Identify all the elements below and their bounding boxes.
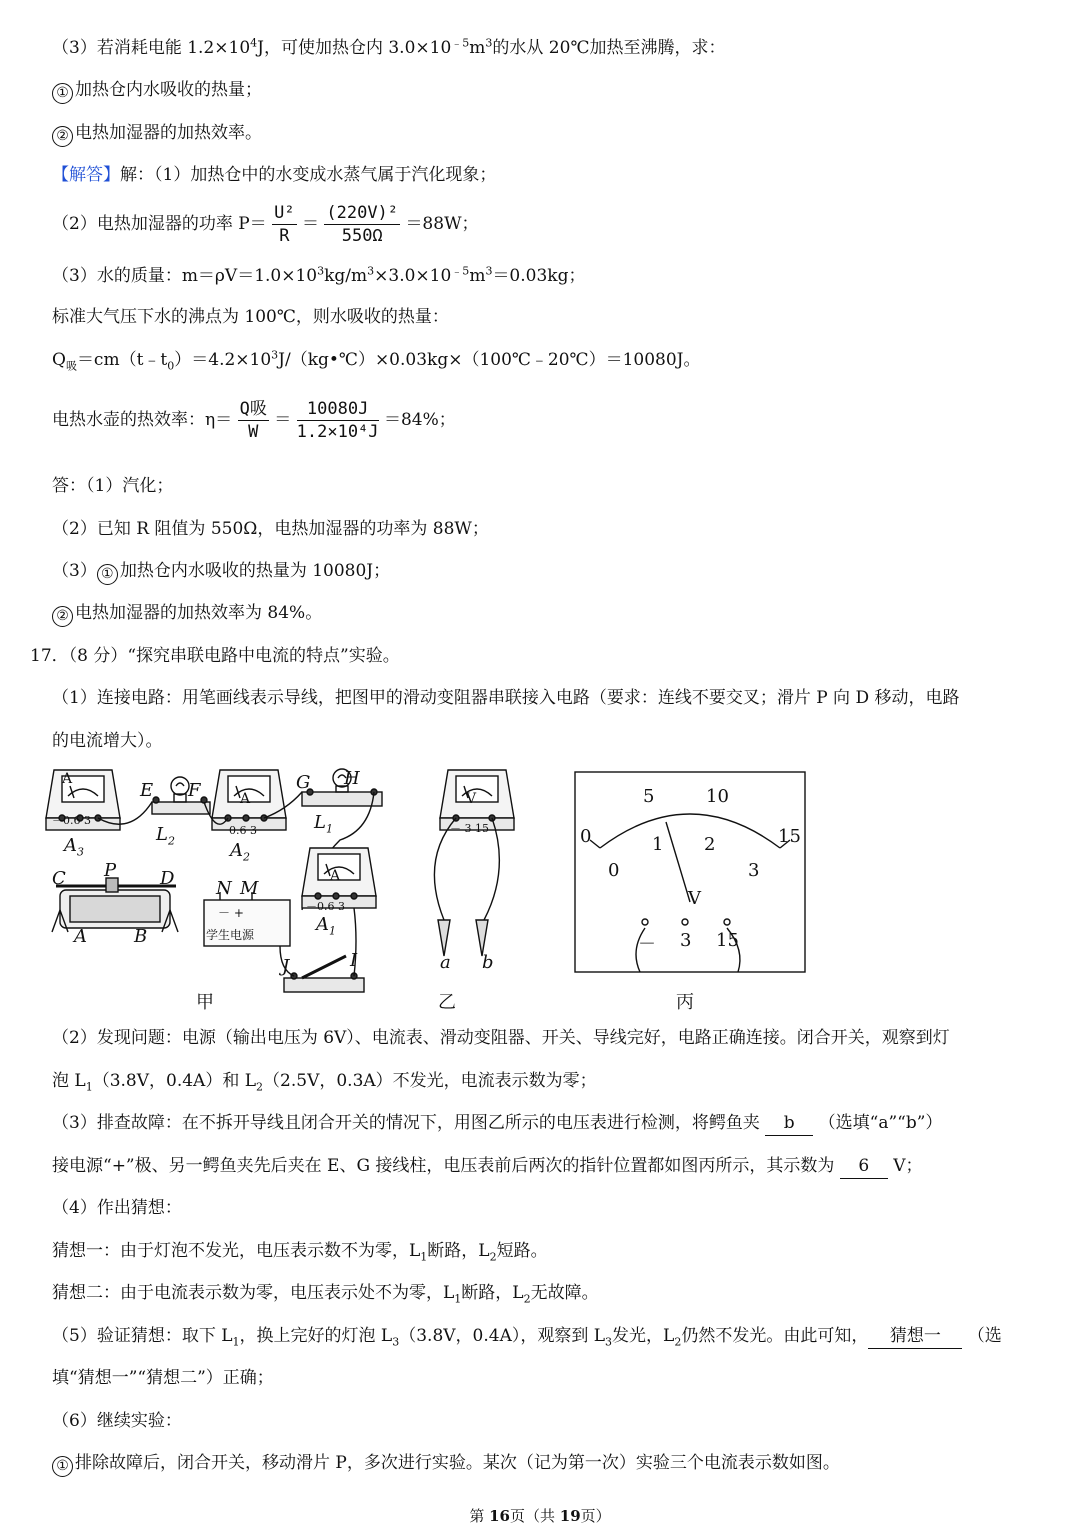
figure-label-yi: 乙 [438,992,456,1013]
q17-part6: （6）继续实验： [52,1411,182,1431]
mass-line: （3）水的质量：$m=\rho V=1.0\times 10^3kg/m^3\times 3.0\times 10^{﹣5}m^3=0.03kg$； [52,264,586,286]
figure-label-bing: 丙 [676,992,694,1013]
label-a3: $A_3$ [64,835,84,859]
dial-lower-tick: 2 [704,834,716,855]
source-label: 学生电源 [206,928,255,942]
label-n: N [216,878,232,899]
clip-b: b [482,952,494,973]
guess-1: 猜想一：由于灯泡不发光，电压表示数不为零，$L_1$断路，$L_2$短路。 [52,1241,548,1264]
lamp-l2 [152,777,210,814]
q17-part3-line1: （3）排查故障：在不拆开导线且闭合开关的情况下，用图乙所示的电压表进行检测，将鳄鱼夹 b （选填“a”“b”） [52,1111,942,1136]
boiling-line: 标准大气压下水的沸点为 100℃，则水吸收的热量： [52,307,449,327]
dial-terminal: 3 [680,930,692,951]
fraction: $\frac{\text{Q吸}}{W}$ [239,399,267,442]
label-h: H [344,768,360,789]
q17-part1-line2: 的电流增大）。 [52,731,163,751]
dial-lower-tick: 0 [608,860,620,881]
dial-upper-tick: 10 [706,786,729,807]
question-17-title: 17．（8 分）“探究串联电路中电流的特点”实验。 [30,646,400,666]
q17-part5-line2: 填“猜想一”“猜想二”）正确； [52,1368,274,1388]
q17-part4: （4）作出猜想： [52,1198,182,1218]
page-footer: 第 16页（共 19页） [469,1507,611,1525]
q17-part1-line1: （1）连接电路：用笔画线表示导线，把图甲的滑动变阻器串联接入电路（要求：连线不要交叉；滑片 P 向 D 移动，电路 [52,688,960,708]
page-total: 19 [559,1507,581,1525]
label-f: F [188,780,201,801]
circuit-figure [40,760,820,1015]
label-l2: $L_2$ [156,824,175,848]
dial-lower-tick: 1 [652,834,664,855]
answer-2: （2）已知 R 阻值为 550Ω，电热加湿器的功率为 88W； [52,519,489,539]
clip-a: a [440,952,451,973]
page-number: 16 [489,1507,510,1525]
q3-item-2: ② 电热加湿器的加热效率。 [52,121,262,147]
ammeter-terminals: －0.6 3 [218,824,257,837]
circled-number: ① [52,1456,73,1477]
figure-label-jia: 甲 [196,992,214,1013]
ammeter-letter: A [240,791,251,807]
label-g: G [296,772,311,793]
label-b: B [134,926,148,947]
q17-part2-line1: （2）发现问题：电源（输出电压为 6V）、电流表、滑动变阻器、开关、导线完好，电路正确连接。闭合开关，观察到灯 [52,1028,950,1048]
label-p: P [104,860,117,881]
circled-number: ② [52,606,73,627]
q17-part2-line2: 泡 $L_1(3.8V$，0.4A）和 $L_2(2.5V$，0.3A）不发光，电流表示数为零； [52,1071,597,1094]
lamp-l1 [302,769,382,806]
dial-lower-tick: 3 [748,860,760,881]
dial-unit: V [688,888,701,909]
label-j: J [282,956,290,977]
fraction: $\frac{\text{(220V)²}}{550\Omega}$ [326,203,399,246]
label-a: A [74,926,87,947]
dial-upper-tick: 5 [643,786,655,807]
ammeter-letter: A [330,868,341,884]
q3-question: （3）若消耗电能 $1.2\times 10^4J$，可使加热仓内 $3.0\times 10^{﹣5}m^3$的水从 20℃加热至沸腾，求： [52,36,726,58]
q17-part3-line2: 接电源“+”极、另一鳄鱼夹先后夹在 E、G 接线柱，电压表前后两次的指针位置都如图丙所示，其示数为 6 V； [52,1154,923,1179]
dial-upper-tick: 15 [778,826,801,847]
voltmeter-letter: V [466,791,477,807]
fraction: $\frac{10080J}{\text{1.2×10⁴J}}$ [296,399,379,442]
power-formula: （2）电热加湿器的功率 P＝ $\frac{\text{U²}}{R}$ ＝ $\frac{\text{(220V)²}}{550\Omega}$ ＝88W； [52,203,479,246]
dial-terminal: － [638,934,656,955]
answer-intro: 【解答】解：（1）加热仓中的水变成水蒸气属于汽化现象； [52,165,497,185]
circled-number: ② [52,126,73,147]
source-terminals: － + [218,906,244,920]
label-d: D [160,868,175,889]
label-a2: $A_2$ [230,840,250,864]
answer-4: ② 电热加湿器的加热效率为 84%。 [52,601,322,627]
dial-terminal: 15 [716,930,739,951]
q17-part5-line1: （5）验证猜想：取下 $L_1$，换上完好的灯泡 $L_3(3.8V$，0.4A），观察到 $L_3$发光，$L_2$仍然不发光。由此可知， 猜想一 （选 [52,1326,1002,1349]
label-m: M [240,878,259,899]
label-l1: $L_1$ [314,812,333,836]
label-i: I [350,950,358,971]
label-e: E [140,780,154,801]
heat-line: $Q_吸=cm(t﹣t_0)=4.2\times 10^3J/(kg•℃)\times 0.03kg\times(100℃﹣20℃)=10080J$。 [52,348,701,373]
answer-blank: 6 [840,1154,888,1179]
answer-blank: 猜想一 [868,1324,962,1349]
ammeter-terminals: －0.6 3 [306,900,345,913]
answer-tag: 【解答】 [52,165,120,185]
ammeter-terminals: －0.6 3 [52,814,91,827]
circled-number: ① [52,83,73,104]
label-c: C [52,868,66,889]
q3-item-1: ① 加热仓内水吸收的热量； [52,78,262,104]
label-a1: $A_1$ [316,914,336,938]
efficiency-formula: 电热水壶的热效率：η＝ $\frac{\text{Q吸}}{W}$ ＝ $\frac{10080J}{\text{1.2×10⁴J}}$ ＝84%； [52,399,456,442]
q17-part6-item1: ① 排除故障后，闭合开关，移动滑片 P，多次进行实验。某次（记为第一次）实验三个电流表示数如图。 [52,1451,840,1477]
circled-number: ① [97,564,118,585]
guess-2: 猜想二：由于电流表示数为零，电压表示处不为零，$L_1$断路，$L_2$无故障。 [52,1283,599,1306]
dial-upper-tick: 0 [580,826,592,847]
fraction: $\frac{\text{U²}}{R}$ [274,203,295,246]
voltmeter-terminals: － 3 15 [450,822,489,835]
answer-blank: b [765,1111,813,1136]
answer-3: （3） ① 加热仓内水吸收的热量为 10080J； [52,559,390,585]
answer-1: 答：（1）汽化； [52,476,174,496]
ammeter-letter: A [62,771,73,787]
